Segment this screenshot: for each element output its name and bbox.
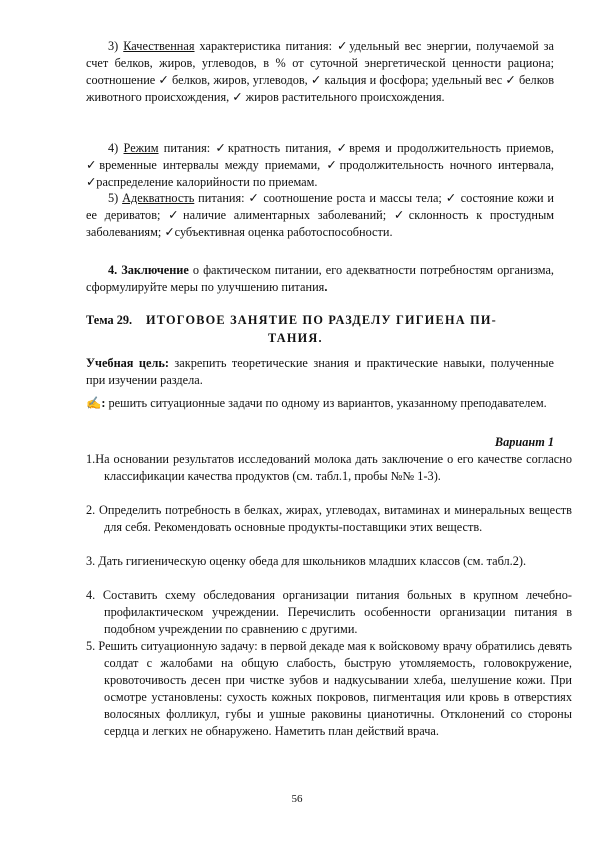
paragraph-adequacy: [86, 190, 554, 241]
conclusion-end: .: [324, 280, 328, 294]
term-adequacy: Адекватность: [122, 191, 195, 205]
list-item: 5. Решить ситуационную задачу: в первой декаде мая к войсковому врачу обратились девять солдат с жалобами на общую слабость, быструю утомляемость, головокружение, кровоточивость десен при чистке зубов и надкусывании хлеба, шелушение кожи. При осмотре установлены: сухость кожных покровов, пигментация или кровь в отверстиях волосяных фолликул, губы и ушные раковины цианотичны. Отклонений со стороны сердца и легких не обнаружено. Наметить план действий врача.: [86, 639, 572, 738]
list-item: 3. Дать гигиеническую оценку обеда для школьников младших классов (см. табл.2).: [86, 554, 527, 568]
paragraph-number: 5): [108, 191, 123, 205]
theme-name: ИТОГОВОЕ ЗАНЯТИЕ ПО РАЗДЕЛУ ГИГИЕНА ПИ-: [146, 313, 497, 327]
paragraph-text: питания: ✓ соотношение роста и массы тела; ✓ состояние кожи и ее дериватов; ✓наличие алиментарных заболеваний; ✓склонность к простудным заболеваниям; ✓субъективная оценка работоспособности.: [86, 191, 554, 239]
conclusion-text: о фактическом питании, его адекватности потребностям организма, сформулируйте меры по улучшению питания: [86, 263, 554, 294]
paragraph-conclusion: [86, 262, 554, 296]
variant-heading: Вариант 1: [494, 435, 554, 449]
task-text: решить ситуационные задачи по одному из вариантов, указанному преподавателем.: [105, 396, 547, 410]
paragraph-text: питания: ✓кратность питания, ✓время и продолжительность приемов, ✓временные интервалы между приемами, ✓продолжительность ночного интервала, ✓распределение калорийности по приемам.: [86, 141, 554, 189]
pen-icon: ✍: [86, 396, 102, 410]
list-item: 4. Составить схему обследования организации питания больных в крупном лечебно-профилактическом учреждении. Перечислить особенности организации питания в подобном учреждении по сравнению с другими.: [86, 588, 572, 636]
theme-title-line2: ТАНИЯ.: [268, 331, 323, 345]
term-quality: Качественная: [123, 39, 195, 53]
paragraph-regime: [86, 140, 554, 191]
paragraph-text: характеристика питания: ✓удельный вес энергии, получаемой за счет белков, жиров, углеводов, в % от суточной энергетической ценности рациона; соотношение ✓ белков, жиров, углеводов, ✓ кальция и фосфора; удельный вес ✓ белков животного происхождения, ✓ жиров растительного происхождения.: [86, 39, 554, 104]
paragraph-number: 4): [108, 141, 124, 155]
page-number: 56: [291, 793, 303, 805]
term-regime: Режим: [123, 141, 159, 155]
paragraph-quality: [86, 38, 554, 106]
goal-text: закрепить теоретические знания и практические навыки, полученные при изучении раздела.: [86, 356, 554, 387]
theme-title-line1: [86, 311, 554, 329]
task-separator: :: [101, 396, 106, 410]
paragraph-number: 3): [108, 39, 124, 53]
conclusion-heading: 4. Заключение: [108, 263, 189, 277]
theme-title: [86, 311, 554, 347]
theme-number: Тема 29.: [86, 313, 133, 327]
paragraph-goal: [86, 355, 554, 389]
list-item: 2. Определить потребность в белках, жирах, углеводах, витаминах и минеральных веществ для себя. Рекомендовать основные продукты-поставщики этих веществ.: [86, 503, 572, 534]
goal-label: Учебная цель:: [86, 356, 169, 370]
list-item: 1.На основании результатов исследований молока дать заключение о его качестве согласно классификации качества продуктов (см. табл.1, пробы №№ 1-3).: [86, 452, 572, 483]
paragraph-task: [86, 395, 572, 412]
